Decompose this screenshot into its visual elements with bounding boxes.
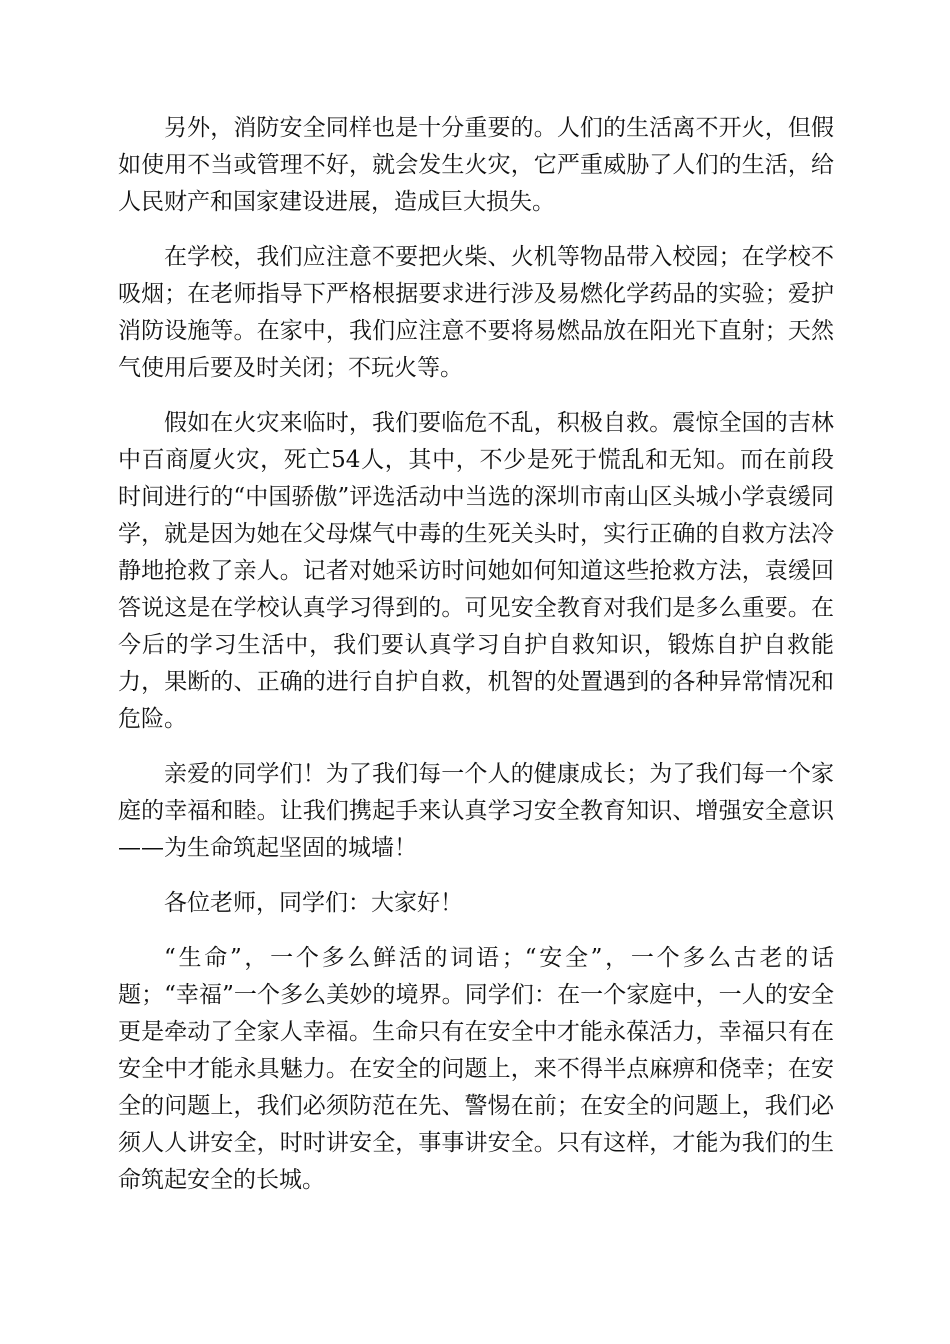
paragraph-school-home-precautions: 在学校，我们应注意不要把火柴、火机等物品带入校园；在学校不吸烟；在老师指导下严格根据要求进行涉及易燃化学药品的实验；爱护消防设施等。在家中，我们应注意不要将易燃品放在阳光下直射；天然气使用后要及时关闭；不玩火等。	[118, 244, 834, 381]
document-body	[118, 110, 834, 1217]
paragraph-appeal: 亲爱的同学们！为了我们每一个人的健康成长；为了我们每一个家庭的幸福和睦。让我们携起手来认真学习安全教育知识、增强安全意识——为生命筑起坚固的城墙！	[118, 761, 834, 861]
paragraph-fire-safety: 另外，消防安全同样也是十分重要的。人们的生活离不开火，但假如使用不当或管理不好，就会发生火灾，它严重威胁了人们的生活，给人民财产和国家建设进展，造成巨大损失。	[118, 115, 834, 215]
paragraph-greeting: 各位老师，同学们：大家好！	[164, 890, 463, 916]
paragraph-self-rescue: 假如在火灾来临时，我们要临危不乱，积极自救。震惊全国的吉林中百商厦火灾，死亡54人，其中，不少是死于慌乱和无知。而在前段时间进行的“中国骄傲”评选活动中当选的深圳市南山区头城小学袁缓同学，就是因为她在父母煤气中毒的生死关头时，实行正确的自救方法冷静地抢救了亲人。记者对她采访时问她如何知道这些抢救方法，袁缓回答说这是在学校认真学习得到的。可见安全教育对我们是多么重要。在今后的学习生活中，我们要认真学习自护自救知识，锻炼自护自救能力，果断的、正确的进行自护自救，机智的处置遇到的各种异常情况和危险。	[118, 410, 834, 732]
paragraph-life-safety-happiness: “生命”，一个多么鲜活的词语；“安全”，一个多么古老的话题；“幸福”一个多么美妙的境界。同学们：在一个家庭中，一人的安全更是牵动了全家人幸福。生命只有在安全中才能永葆活力，幸福只有在安全中才能永具魅力。在安全的问题上，来不得半点麻痹和侥幸；在安全的问题上，我们必须防范在先、警惕在前；在安全的问题上，我们必须人人讲安全，时时讲安全，事事讲安全。只有这样，才能为我们的生命筑起安全的长城。	[118, 945, 834, 1193]
